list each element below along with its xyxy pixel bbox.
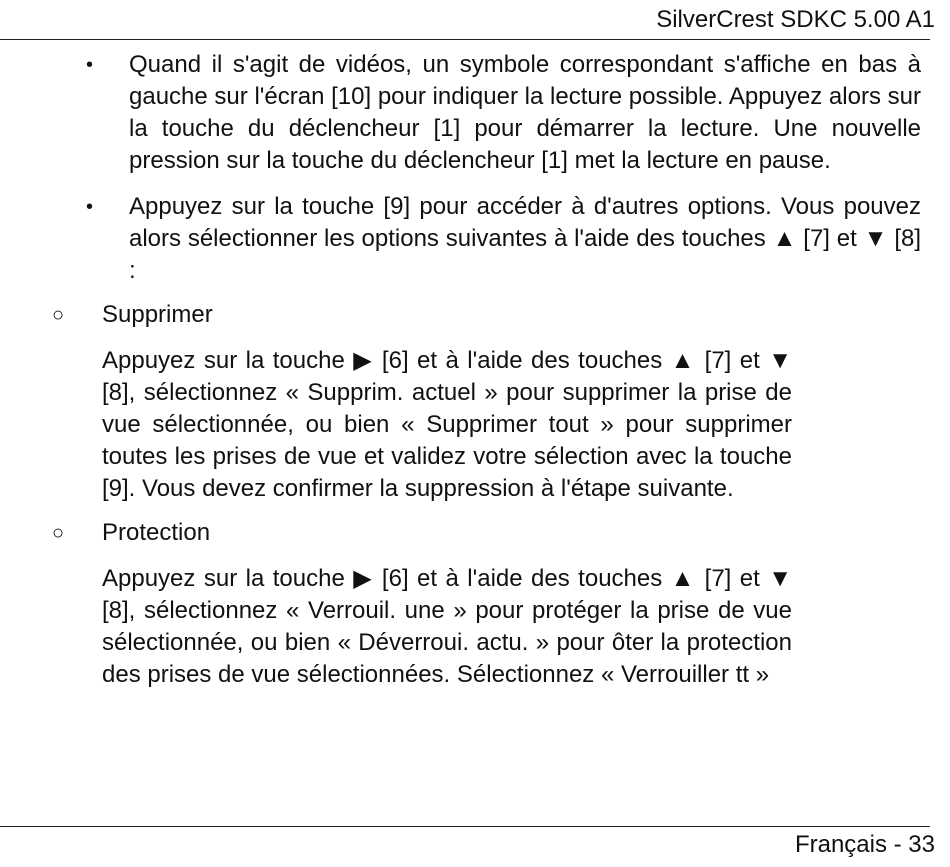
bullet-text-video: Quand il s'agit de vidéos, un symbole correspondant s'affiche en bas à gauche sur l'écran [10] pour indiquer la lecture possible. Appuyez alors sur la touche du déclencheur [1] pour démarrer la lecture. Une nouvelle pression sur la touche du déclencheur [1] met la lecture en pause. <box>129 51 921 174</box>
option-text-supprimer: Appuyez sur la touche ▶ [6] et à l'aide des touches ▲ [7] et ▼ [8], sélectionnez « Supprim. actuel » pour supprimer la prise de vue sélectionnée, ou bien « Supprimer tout » pour supprimer toutes les prises de vue et validez votre sélection avec la touche [9]. Vous devez confirmer la suppression à l'étape suivante. <box>102 347 792 502</box>
page-content <box>0 49 950 691</box>
page-number: Français - 33 <box>794 831 935 858</box>
options-list <box>0 299 950 691</box>
document-header-title: SilverCrest SDKC 5.00 A1 <box>656 6 935 33</box>
sub-bullet-marker: ○ <box>52 522 65 544</box>
bullet-marker: • <box>86 196 94 218</box>
option-title-supprimer: Supprimer <box>102 301 213 328</box>
option-text-protection: Appuyez sur la touche ▶ [6] et à l'aide des touches ▲ [7] et ▼ [8], sélectionnez « Verrouil. une » pour protéger la prise de vue sélectionnée, ou bien « Déverroui. actu. » pour ôter la protection des prises de vue sélectionnées. Sélectionnez « Verrouiller tt » <box>102 565 792 688</box>
bullet-marker: • <box>86 54 94 76</box>
header-rule <box>0 39 930 40</box>
option-item-protection <box>0 517 950 691</box>
footer-rule <box>0 826 930 827</box>
sub-bullet-marker: ○ <box>52 304 65 326</box>
option-title-protection: Protection <box>102 519 211 546</box>
option-heading <box>0 299 950 331</box>
bullet-item-options <box>0 191 921 287</box>
option-item-supprimer <box>0 299 950 505</box>
bullet-item-video <box>0 49 921 177</box>
option-heading <box>0 517 950 549</box>
bullet-text-options: Appuyez sur la touche [9] pour accéder à d'autres options. Vous pouvez alors sélectionner les options suivantes à l'aide des touches ▲ [7] et ▼ [8] : <box>129 193 921 284</box>
